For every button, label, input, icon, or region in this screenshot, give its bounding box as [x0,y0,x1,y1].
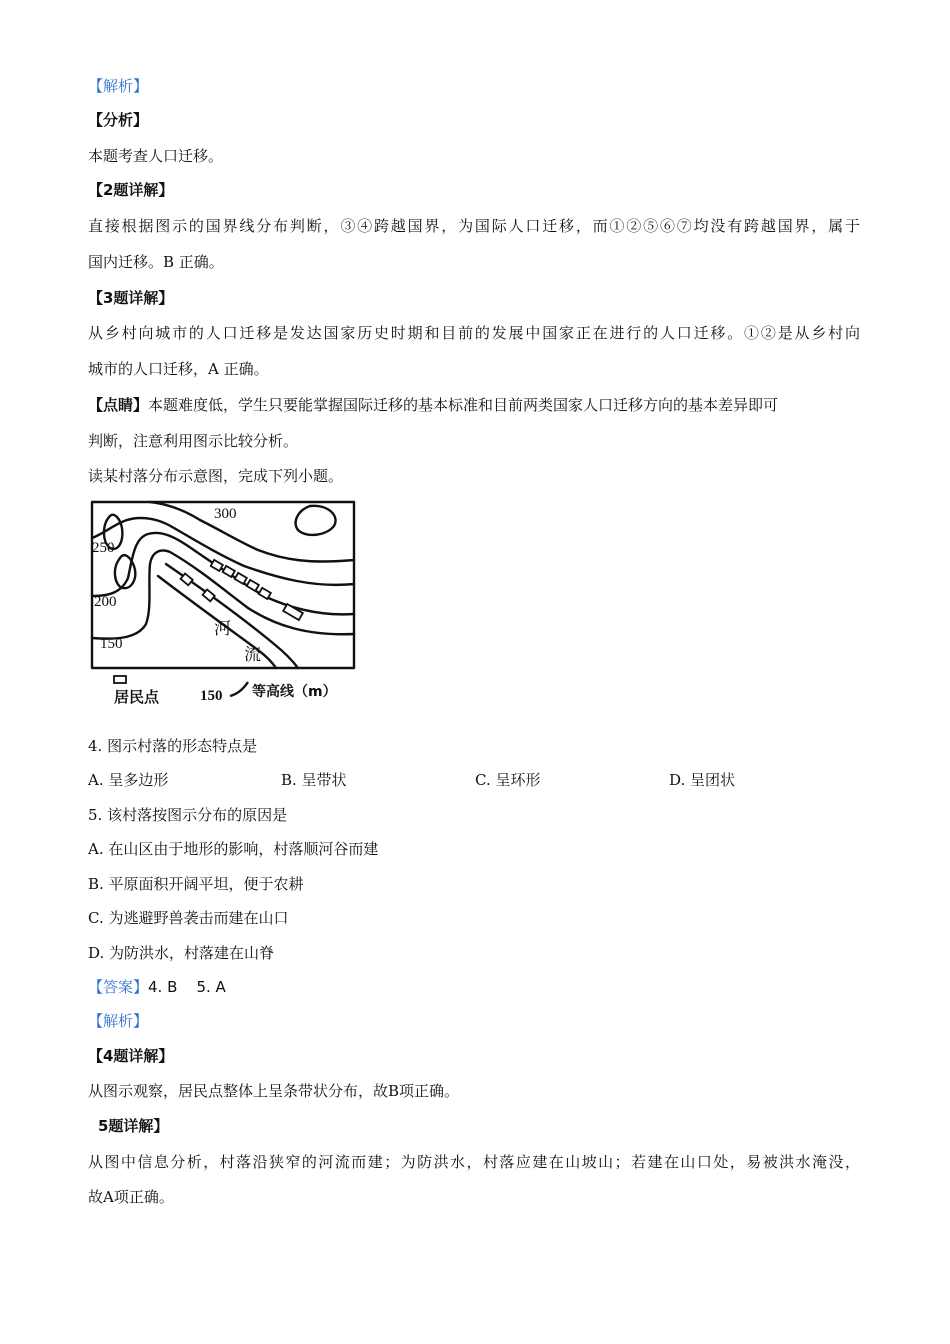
contour-label-250: 250 [92,540,115,556]
contour-250 [92,518,354,585]
paragraph: 从图示观察，居民点整体上呈条带状分布，故B项正确。 [88,1082,460,1100]
question-4-option-c: C. 呈环形 [475,771,541,789]
contour-200 [92,533,354,614]
contour-hill-right [296,506,336,535]
section-heading-analysis: 【分析】 [88,111,149,129]
tip-tag: 【点睛】 [88,396,149,414]
paragraph: 国内迁移。B 正确。 [88,253,224,271]
village-map [88,498,360,716]
contour-label-200: 200 [94,594,117,610]
house-icon [283,604,303,620]
question-4-option-a: A. 呈多边形 [88,771,169,789]
paragraph: 从乡村向城市的人口迁移是发达国家历史时期和目前的发展中国家正在进行的人口迁移。①②是从乡村向 [88,324,860,342]
question-5-option-d: D. 为防洪水，村落建在山脊 [88,944,275,962]
contour-label-150: 150 [100,636,123,652]
paragraph: 从图中信息分析，村落沿狭窄的河流而建；为防洪水，村落应建在山坡山；若建在山口处，易被洪水淹没， [88,1153,860,1171]
answer-line [88,977,226,997]
tip-text: 本题难度低，学生只要能掌握国际迁移的基本标准和目前两类国家人口迁移方向的基本差异即可 [148,396,779,414]
legend-contour-line-icon [230,682,248,696]
paragraph: 城市的人口迁移，A 正确。 [88,360,269,378]
legend-contour-label: 等高线（m） [252,684,337,700]
question-5-option-b: B. 平原面积开阔平坦，便于农耕 [88,875,304,893]
analysis-tag-2: 【解析】 [88,1012,149,1030]
question-4-option-d: D. 呈团状 [669,771,736,789]
section-heading-q5: 5题详解】 [98,1117,169,1135]
paragraph: 判断，注意利用图示比较分析。 [88,432,299,450]
settlement-houses [181,560,303,620]
legend-settlement-label: 居民点 [114,688,160,706]
paragraph: 故A项正确。 [88,1188,174,1206]
house-icon [211,560,223,571]
house-icon [235,573,247,584]
river-label-1: 河 [214,619,231,638]
house-icon [223,566,235,577]
river-label-2: 流 [244,645,261,664]
legend-house-icon [114,676,126,683]
analysis-tag: 【解析】 [88,77,149,95]
section-heading-q3: 【3题详解】 [88,289,174,307]
house-icon [247,580,259,591]
answer-text: 4. B 5. A [148,978,226,996]
question-5-stem: 5. 该村落按图示分布的原因是 [88,806,288,824]
contour-label-300: 300 [214,506,237,522]
legend-contour-value: 150 [200,688,223,704]
paragraph: 本题考查人口迁移。 [88,147,224,165]
answer-tag: 【答案】 [88,978,149,996]
question-4-stem: 4. 图示村落的形态特点是 [88,737,258,755]
house-icon [259,588,271,599]
question-4-option-b: B. 呈带状 [281,771,347,789]
question-5-option-c: C. 为逃避野兽袭击而建在山口 [88,909,289,927]
paragraph-tip [88,395,778,415]
paragraph: 读某村落分布示意图，完成下列小题。 [88,467,344,485]
section-heading-q2: 【2题详解】 [88,181,174,199]
section-heading-q4: 【4题详解】 [88,1047,174,1065]
paragraph: 直接根据图示的国界线分布判断，③④跨越国界，为国际人口迁移，而①②⑤⑥⑦均没有跨越国界，属于 [88,217,860,235]
question-5-option-a: A. 在山区由于地形的影响，村落顺河谷而建 [88,840,379,858]
